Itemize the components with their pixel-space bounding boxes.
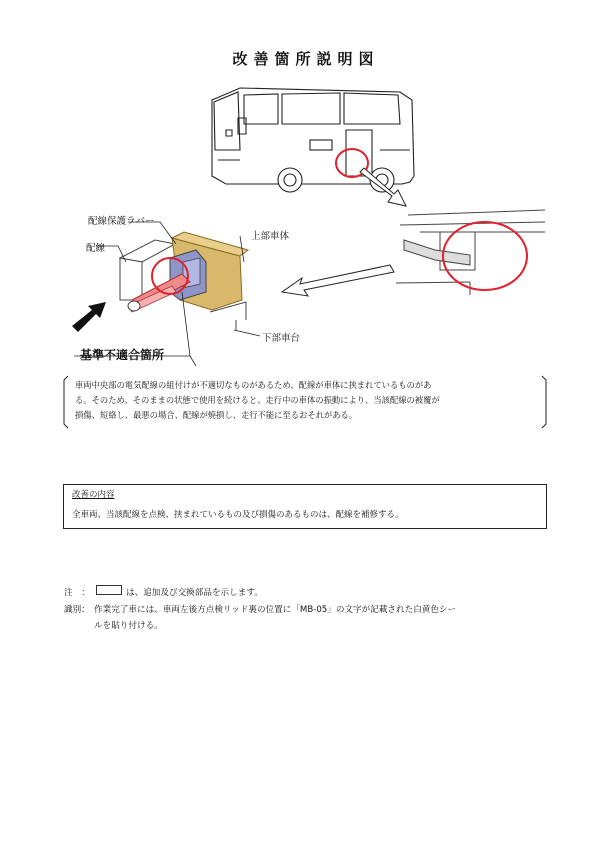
description-line: 損傷、短絡し、最悪の場合、配線が焼損し、走行不能に至るおそれがある。 — [75, 410, 358, 420]
label-lower-chassis: 下部車台 — [262, 333, 301, 344]
label-harness: 配線 — [86, 243, 106, 254]
description-line: る。そのため、そのままの状態で使用を続けると、走行中の車体の振動により、当該配線の被覆が — [75, 395, 440, 405]
identification-line: ルを貼り付ける。 — [94, 621, 163, 631]
label-defect-location: 基準不適合箇所 — [80, 348, 165, 362]
part-indicator-swatch — [96, 585, 122, 595]
label-upper-body: 上部車体 — [251, 231, 290, 242]
closeup-view-left — [120, 232, 248, 330]
improvement-box — [63, 484, 547, 529]
identification-prefix: 識別： — [64, 605, 90, 615]
improvement-text: 全車両、当該配線を点検、挟まれているもの及び損傷のあるものは、配線を補修する。 — [72, 510, 404, 520]
page-title: 改善箇所説明図 — [232, 50, 380, 68]
detail-view-right — [396, 210, 545, 295]
note-prefix: 注 ： — [64, 588, 90, 598]
bus-drawing — [212, 88, 414, 192]
black-arrow-icon — [72, 302, 106, 332]
improvement-heading: 改善の内容 — [72, 490, 115, 500]
arrow-to-closeup — [282, 265, 394, 296]
note-text: は、追加及び交換部品を示します。 — [126, 588, 263, 598]
defect-description — [75, 378, 545, 423]
description-line: 車両中央部の電気配線の組付けが不適切なものがあるため、配線が車体に挟まれているものがあ — [75, 380, 432, 390]
label-harness-rubber: 配線保護ラバー — [88, 216, 155, 227]
identification-line: 作業完了車には、車両左後方点検リッド裏の位置に「MB-05」の文字が記載された白黄色シー — [94, 605, 457, 615]
